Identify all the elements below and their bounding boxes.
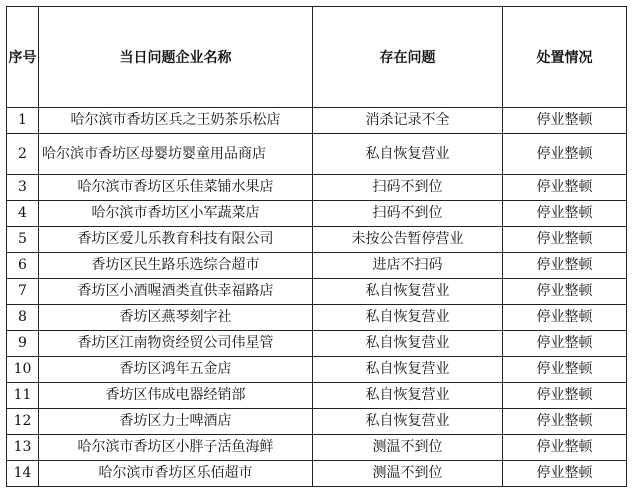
cell-problem: 私自恢复营业 bbox=[313, 134, 503, 175]
cell-index: 12 bbox=[7, 409, 39, 435]
document-page bbox=[6, 6, 634, 486]
cell-problem: 未按公告暂停营业 bbox=[313, 227, 503, 253]
table-row bbox=[7, 331, 627, 357]
cell-company: 香坊区民生路乐选综合超市 bbox=[39, 253, 313, 279]
cell-index: 11 bbox=[7, 383, 39, 409]
cell-action: 停业整顿 bbox=[503, 409, 627, 435]
cell-index: 5 bbox=[7, 227, 39, 253]
cell-company: 哈尔滨市香坊区乐佳菜铺水果店 bbox=[39, 175, 313, 201]
header-index: 序号 bbox=[7, 7, 39, 108]
cell-index: 4 bbox=[7, 201, 39, 227]
table-row bbox=[7, 279, 627, 305]
table-row bbox=[7, 253, 627, 279]
cell-company: 哈尔滨市香坊区乐佰超市 bbox=[39, 461, 313, 487]
cell-action: 停业整顿 bbox=[503, 253, 627, 279]
cell-company: 哈尔滨市香坊区小胖子活鱼海鲜 bbox=[39, 435, 313, 461]
cell-company: 香坊区力士啤酒店 bbox=[39, 409, 313, 435]
cell-action: 停业整顿 bbox=[503, 279, 627, 305]
cell-action: 停业整顿 bbox=[503, 461, 627, 487]
cell-index: 9 bbox=[7, 331, 39, 357]
cell-company: 香坊区小酒喔酒类直供幸福路店 bbox=[39, 279, 313, 305]
cell-company: 香坊区江南物资经贸公司伟星管 bbox=[39, 331, 313, 357]
cell-index: 10 bbox=[7, 357, 39, 383]
cell-problem: 私自恢复营业 bbox=[313, 409, 503, 435]
cell-action: 停业整顿 bbox=[503, 331, 627, 357]
cell-company: 哈尔滨市香坊区兵之王奶茶乐松店 bbox=[39, 108, 313, 134]
cell-index: 7 bbox=[7, 279, 39, 305]
table-row bbox=[7, 409, 627, 435]
cell-problem: 扫码不到位 bbox=[313, 201, 503, 227]
table-row bbox=[7, 383, 627, 409]
cell-action: 停业整顿 bbox=[503, 175, 627, 201]
cell-action: 停业整顿 bbox=[503, 357, 627, 383]
cell-problem: 私自恢复营业 bbox=[313, 383, 503, 409]
cell-company: 香坊区鸿年五金店 bbox=[39, 357, 313, 383]
cell-problem: 私自恢复营业 bbox=[313, 279, 503, 305]
cell-problem: 私自恢复营业 bbox=[313, 331, 503, 357]
cell-index: 8 bbox=[7, 305, 39, 331]
header-problem: 存在问题 bbox=[313, 7, 503, 108]
header-action: 处置情况 bbox=[503, 7, 627, 108]
cell-problem: 私自恢复营业 bbox=[313, 357, 503, 383]
cell-company: 哈尔滨市香坊区母婴坊婴童用品商店 bbox=[39, 134, 313, 175]
table-row bbox=[7, 435, 627, 461]
header-company: 当日问题企业名称 bbox=[39, 7, 313, 108]
cell-company: 香坊区伟成电器经销部 bbox=[39, 383, 313, 409]
cell-problem: 测温不到位 bbox=[313, 461, 503, 487]
cell-action: 停业整顿 bbox=[503, 383, 627, 409]
cell-problem: 私自恢复营业 bbox=[313, 305, 503, 331]
table-row bbox=[7, 201, 627, 227]
cell-index: 1 bbox=[7, 108, 39, 134]
cell-index: 14 bbox=[7, 461, 39, 487]
cell-index: 2 bbox=[7, 134, 39, 175]
cell-action: 停业整顿 bbox=[503, 108, 627, 134]
table-row bbox=[7, 305, 627, 331]
cell-company: 香坊区爱儿乐教育科技有限公司 bbox=[39, 227, 313, 253]
cell-action: 停业整顿 bbox=[503, 201, 627, 227]
table-row bbox=[7, 134, 627, 175]
cell-index: 13 bbox=[7, 435, 39, 461]
cell-action: 停业整顿 bbox=[503, 435, 627, 461]
cell-action: 停业整顿 bbox=[503, 134, 627, 175]
cell-company: 香坊区燕琴刻字社 bbox=[39, 305, 313, 331]
table-row bbox=[7, 227, 627, 253]
table-row bbox=[7, 175, 627, 201]
cell-company: 哈尔滨市香坊区小军蔬菜店 bbox=[39, 201, 313, 227]
table-row bbox=[7, 461, 627, 487]
cell-problem: 测温不到位 bbox=[313, 435, 503, 461]
cell-action: 停业整顿 bbox=[503, 227, 627, 253]
cell-index: 6 bbox=[7, 253, 39, 279]
cell-index: 3 bbox=[7, 175, 39, 201]
cell-problem: 消杀记录不全 bbox=[313, 108, 503, 134]
cell-problem: 进店不扫码 bbox=[313, 253, 503, 279]
table-header-row bbox=[7, 7, 627, 108]
cell-problem: 扫码不到位 bbox=[313, 175, 503, 201]
table-row bbox=[7, 357, 627, 383]
cell-action: 停业整顿 bbox=[503, 305, 627, 331]
table-row bbox=[7, 108, 627, 134]
problem-enterprise-table bbox=[6, 6, 627, 487]
